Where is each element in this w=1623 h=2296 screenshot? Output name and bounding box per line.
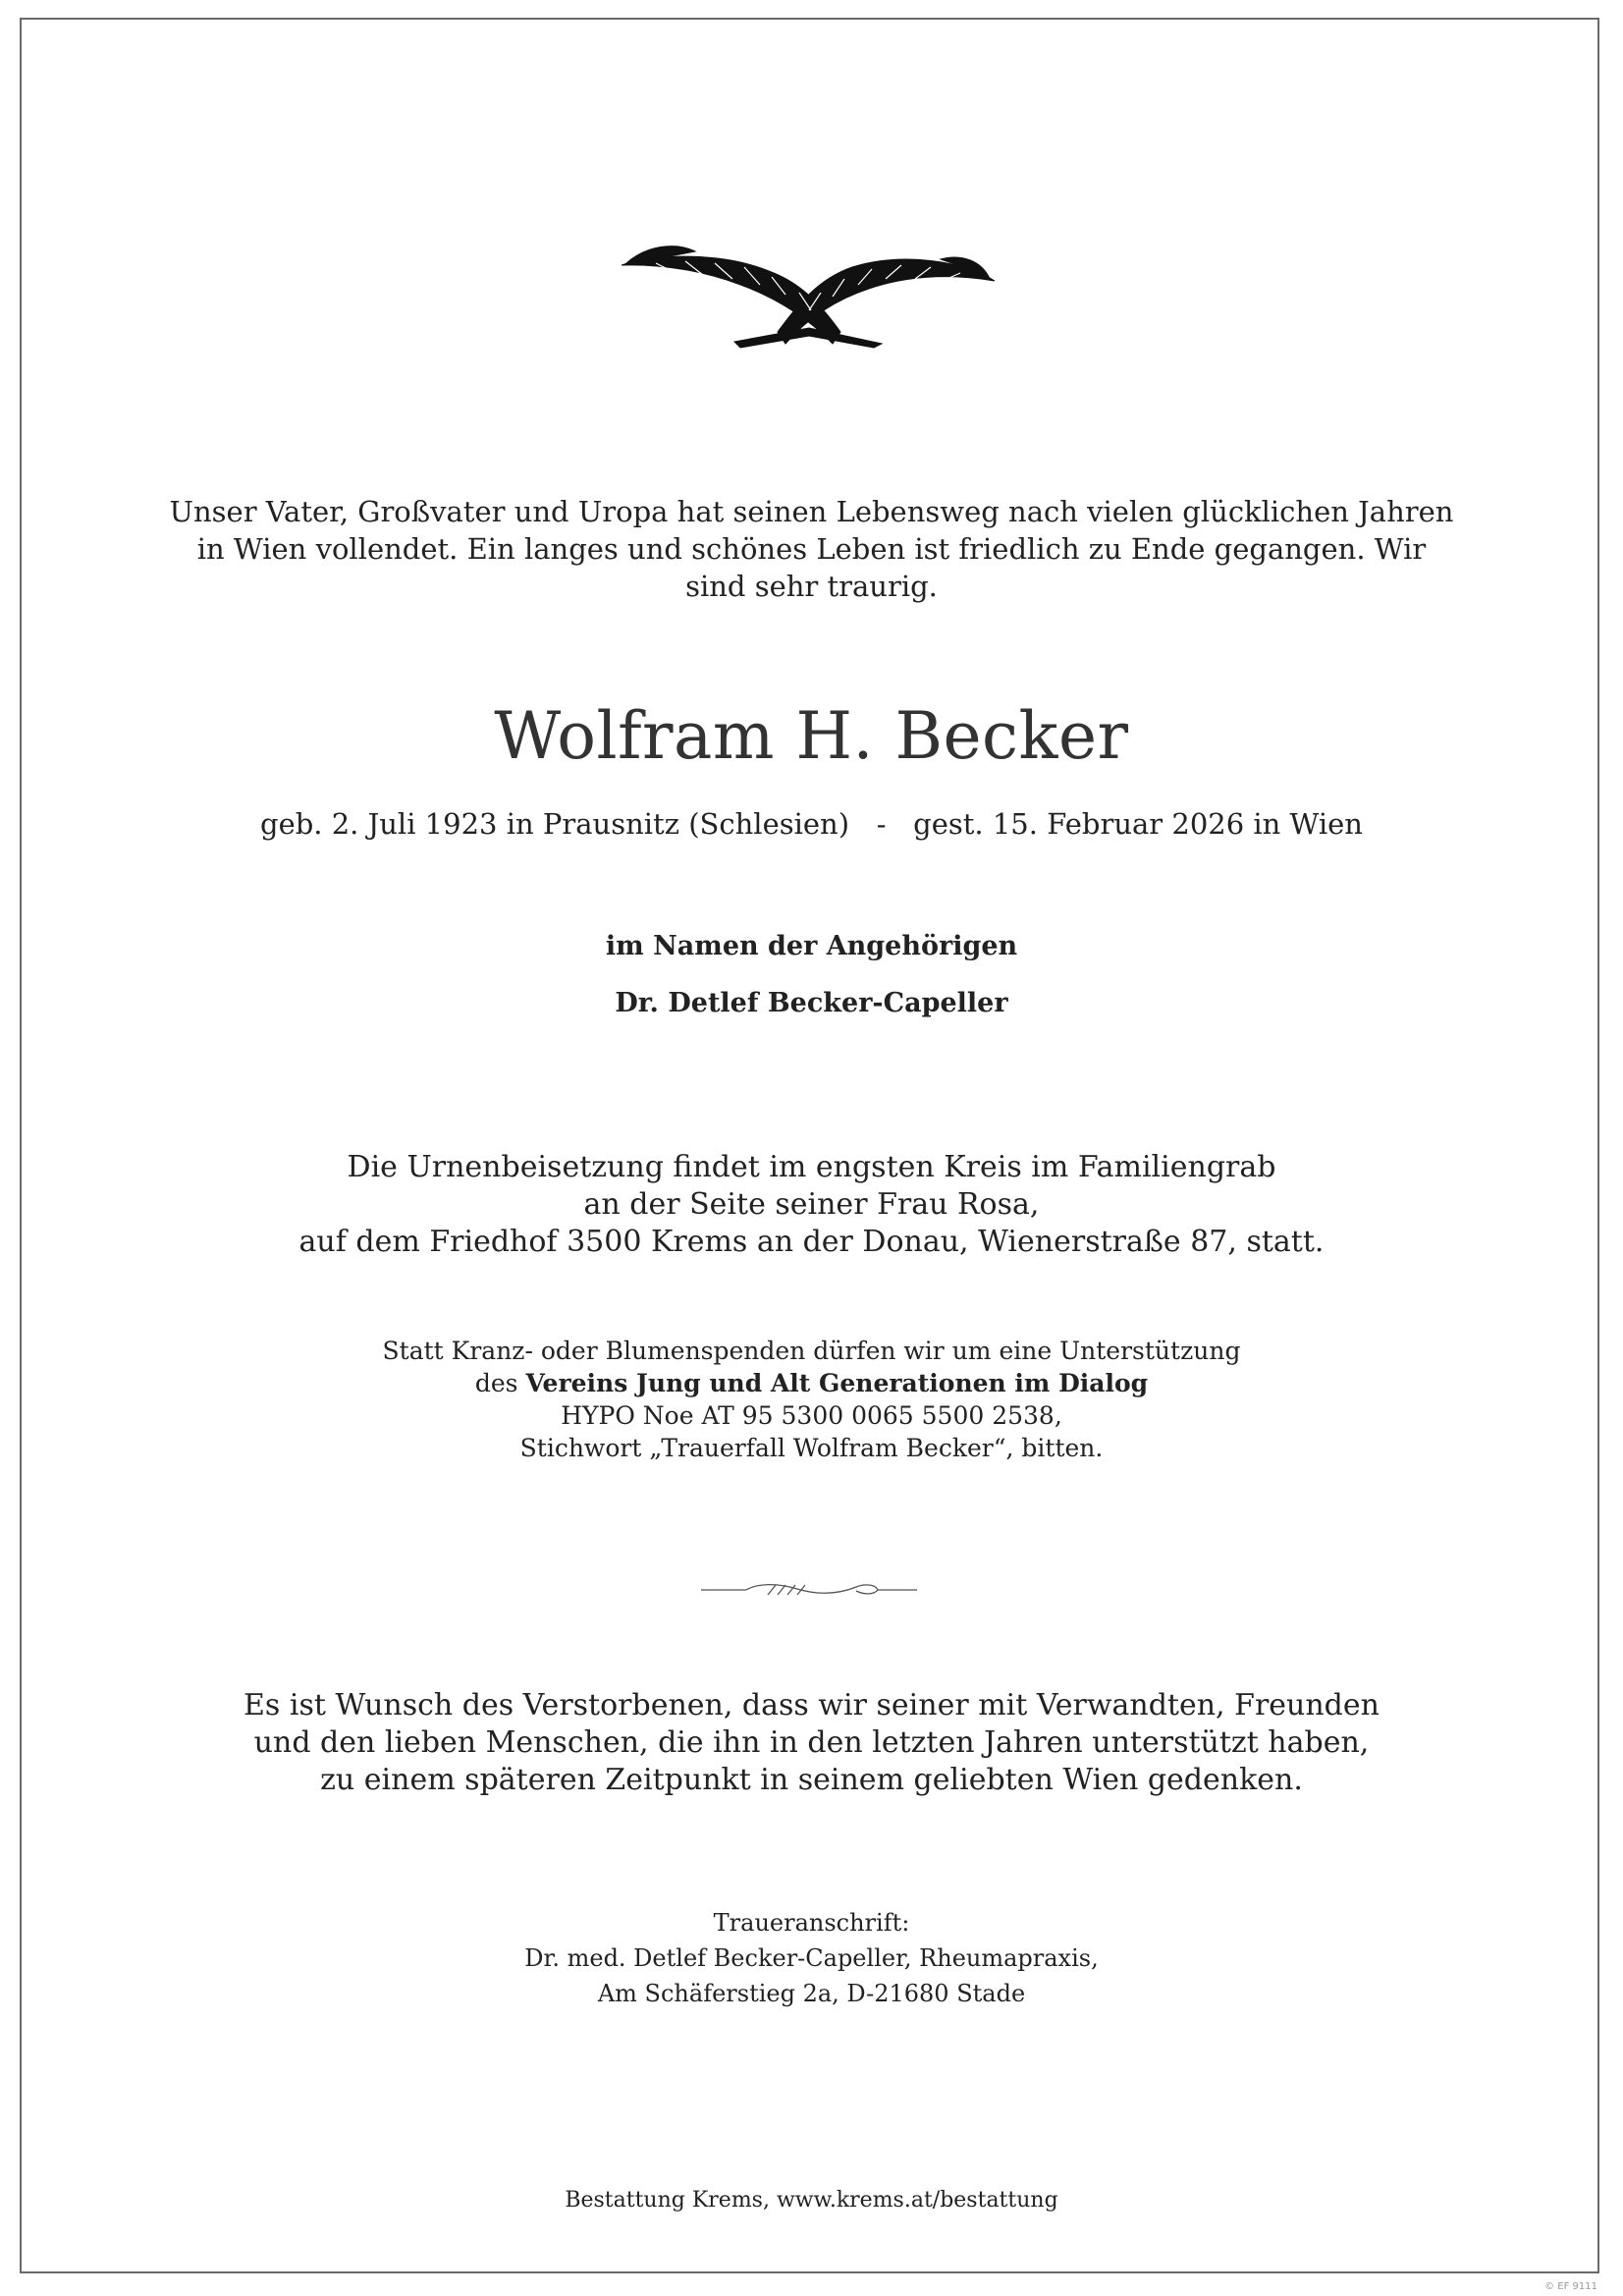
intro-line: Unser Vater, Großvater und Uropa hat seinen Lebensweg nach vielen glücklichen Jahren	[169, 495, 1454, 528]
relatives-heading: im Namen der Angehörigen	[605, 931, 1018, 961]
donation-line: Statt Kranz- oder Blumenspenden dürfen wir um eine Unterstützung	[382, 1337, 1241, 1365]
donation-keyword: Stichwort „Trauerfall Wolfram Becker“, bitten.	[519, 1434, 1104, 1462]
footer-undertaker: Bestattung Krems, www.krems.at/bestattung	[565, 2188, 1058, 2213]
wish-text	[0, 1687, 1623, 1799]
relatives	[0, 918, 1623, 1032]
burial-line: auf dem Friedhof 3500 Krems an der Donau, Wienerstraße 87, statt.	[298, 1225, 1325, 1259]
flourish-divider-icon	[699, 1577, 919, 1603]
address-heading: Traueranschrift:	[713, 1909, 910, 1937]
burial-line: Die Urnenbeisetzung findet im engsten Kreis im Familiengrab	[347, 1150, 1276, 1184]
bank-details: HYPO Noe AT 95 5300 0065 5500 2538,	[561, 1401, 1062, 1430]
intro-line: in Wien vollendet. Ein langes und schönes Leben ist friedlich zu Ende gegangen. Wir	[196, 532, 1427, 566]
corner-mark: © EF 9111	[1544, 2281, 1597, 2292]
donation-prefix: des	[474, 1369, 526, 1397]
donation-notice	[0, 1335, 1623, 1464]
mourning-address	[0, 1905, 1623, 2011]
burial-line: an der Seite seiner Frau Rosa,	[583, 1187, 1040, 1222]
intro-line: sind sehr traurig.	[685, 570, 938, 603]
relatives-name: Dr. Detlef Becker-Capeller	[615, 988, 1008, 1018]
address-line: Am Schäferstieg 2a, D-21680 Stade	[597, 1980, 1026, 2007]
burial-notice	[0, 1149, 1623, 1261]
wish-line: und den lieben Menschen, die ihn in den letzten Jahren unterstützt haben,	[253, 1725, 1370, 1760]
address-line: Dr. med. Detlef Becker-Capeller, Rheumapraxis,	[524, 1944, 1099, 1972]
intro-text	[0, 493, 1623, 605]
deceased-name: Wolfram H. Becker	[494, 698, 1129, 774]
wish-line: zu einem späteren Zeitpunkt in seinem geliebten Wien gedenken.	[320, 1763, 1303, 1797]
wish-line: Es ist Wunsch des Verstorbenen, dass wir seiner mit Verwandten, Freunden	[243, 1688, 1380, 1722]
palm-branches-icon	[617, 234, 1001, 350]
donation-line	[0, 1367, 1623, 1399]
life-dates: geb. 2. Juli 1923 in Prausnitz (Schlesien) - gest. 15. Februar 2026 in Wien	[260, 807, 1363, 841]
association-name: Vereins Jung und Alt Generationen im Dialog	[525, 1369, 1149, 1397]
